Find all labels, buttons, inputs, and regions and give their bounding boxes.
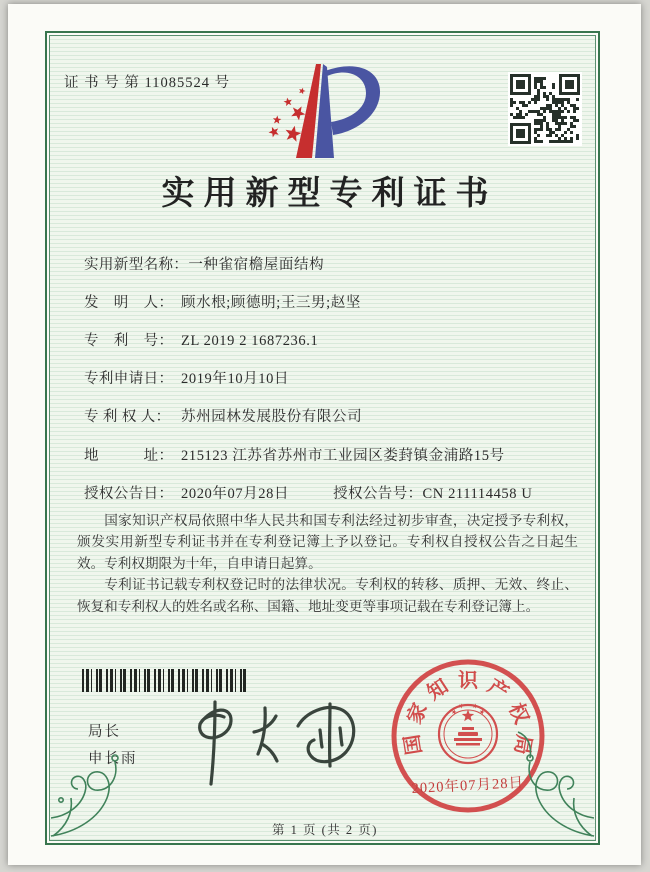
svg-text:权: 权 xyxy=(504,700,533,728)
field-label: 专利申请日： xyxy=(84,371,174,387)
cnipa-logo-icon xyxy=(252,58,392,166)
field-value: 苏州园林发展股份有限公司 xyxy=(181,409,363,425)
seal-date: 2020年07月28日 xyxy=(411,775,525,797)
field-row-patentee xyxy=(84,405,362,426)
commissioner-name: 申长雨 xyxy=(88,751,138,767)
field-value: ZL 2019 2 1687236.1 xyxy=(181,333,319,349)
svg-text:国: 国 xyxy=(401,733,427,757)
field-value: 215123 江苏省苏州市工业园区娄葑镇金浦路15号 xyxy=(181,448,505,464)
field-label: 专 利 权 人： xyxy=(84,409,171,425)
field-label: 授权公告号： xyxy=(333,486,423,502)
field-row-inventors xyxy=(84,291,361,312)
field-row-grant xyxy=(84,482,532,503)
barcode xyxy=(82,669,250,692)
field-row-filing-date xyxy=(84,367,289,388)
field-value: CN 211114458 U xyxy=(422,486,533,502)
field-label: 授权公告日： xyxy=(84,486,174,502)
qr-code xyxy=(508,72,582,146)
field-row-patent-number xyxy=(84,329,318,350)
field-label: 发 明 人： xyxy=(84,295,174,311)
svg-text:产: 产 xyxy=(483,675,513,705)
legal-text-block xyxy=(77,510,578,617)
body-paragraph-2: 专利证书记载专利权登记时的法律状况。专利权的转移、质押、无效、终止、恢复和专利权人的姓名或名称、国籍、地址变更等事项记载在专利登记簿上。 xyxy=(77,577,578,614)
field-value: 顾水根;顾德明;王三男;赵坚 xyxy=(181,295,361,311)
page-title: 实用新型专利证书 xyxy=(161,176,498,212)
commissioner-title: 局长 xyxy=(88,724,121,740)
svg-text:识: 识 xyxy=(458,670,478,692)
field-label: 地 址： xyxy=(84,448,174,464)
svg-text:家: 家 xyxy=(403,700,432,728)
field-value: 2019年10月10日 xyxy=(181,371,290,387)
field-label: 专 利 号： xyxy=(84,333,174,349)
field-value: 一种雀宿檐屋面结构 xyxy=(188,257,325,273)
signature-handwriting xyxy=(170,694,370,789)
page-footer: 第 1 页 (共 2 页) xyxy=(272,823,378,837)
field-row-address xyxy=(84,444,505,465)
field-value: 2020年07月28日 xyxy=(181,486,290,502)
field-row-name xyxy=(84,253,324,274)
body-paragraph-1: 国家知识产权局依照中华人民共和国专利法经过初步审查，决定授予专利权，颁发实用新型专利证书并在专利登记簿上予以登记。专利权自授权公告之日起生效。专利权期限为十年，自申请日起算。 xyxy=(77,513,578,571)
svg-text:知: 知 xyxy=(423,675,453,705)
svg-text:局: 局 xyxy=(509,733,535,757)
certificate-number: 证 书 号 第 11085524 号 xyxy=(64,75,231,91)
field-label: 实用新型名称： xyxy=(84,257,189,273)
